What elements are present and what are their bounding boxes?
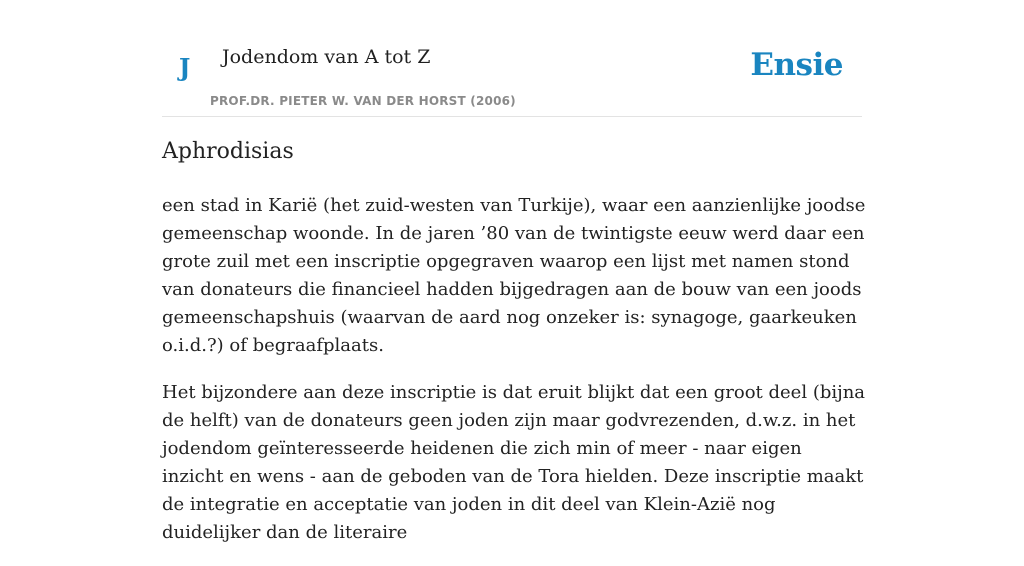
book-letter-icon[interactable]: J: [179, 53, 191, 82]
book-author: PROF.DR. PIETER W. VAN DER HORST (2006): [210, 94, 516, 108]
entry-title: Aphrodisias: [162, 139, 294, 164]
entry-content: [162, 192, 867, 566]
entry-paragraph: een stad in Kariё (het zuid-westen van Turkije), waar een aanzienlijke joodse gemeenschap woonde. In de jaren ’80 van de twintigste eeuw werd daar een grote zuil met een inscriptie opgegraven waarop een lijst met namen stond van donateurs die financieel hadden bijgedragen aan de bouw van een joods gemeenschapshuis (waarvan de aard nog onzeker is: synagoge, gaarkeuken o.i.d.?) of begraafplaats.: [162, 195, 866, 356]
book-title-link[interactable]: Jodendom van A tot Z: [222, 46, 431, 68]
ensie-logo-link[interactable]: Ensie: [750, 47, 843, 83]
entry-paragraph: Het bijzondere aan deze inscriptie is dat eruit blijkt dat een groot deel (bijna de helft) van de donateurs geen joden zijn maar godvrezenden, d.w.z. in het jodendom geïnteresseerde heidenen die zich min of meer - naar eigen inzicht en wens - aan de geboden van de Tora hielden. Deze inscriptie maakt de integratie en acceptatie van joden in dit deel van Klein-Azië nog duidelijker dan de literaire: [162, 382, 866, 543]
header: [162, 0, 862, 117]
